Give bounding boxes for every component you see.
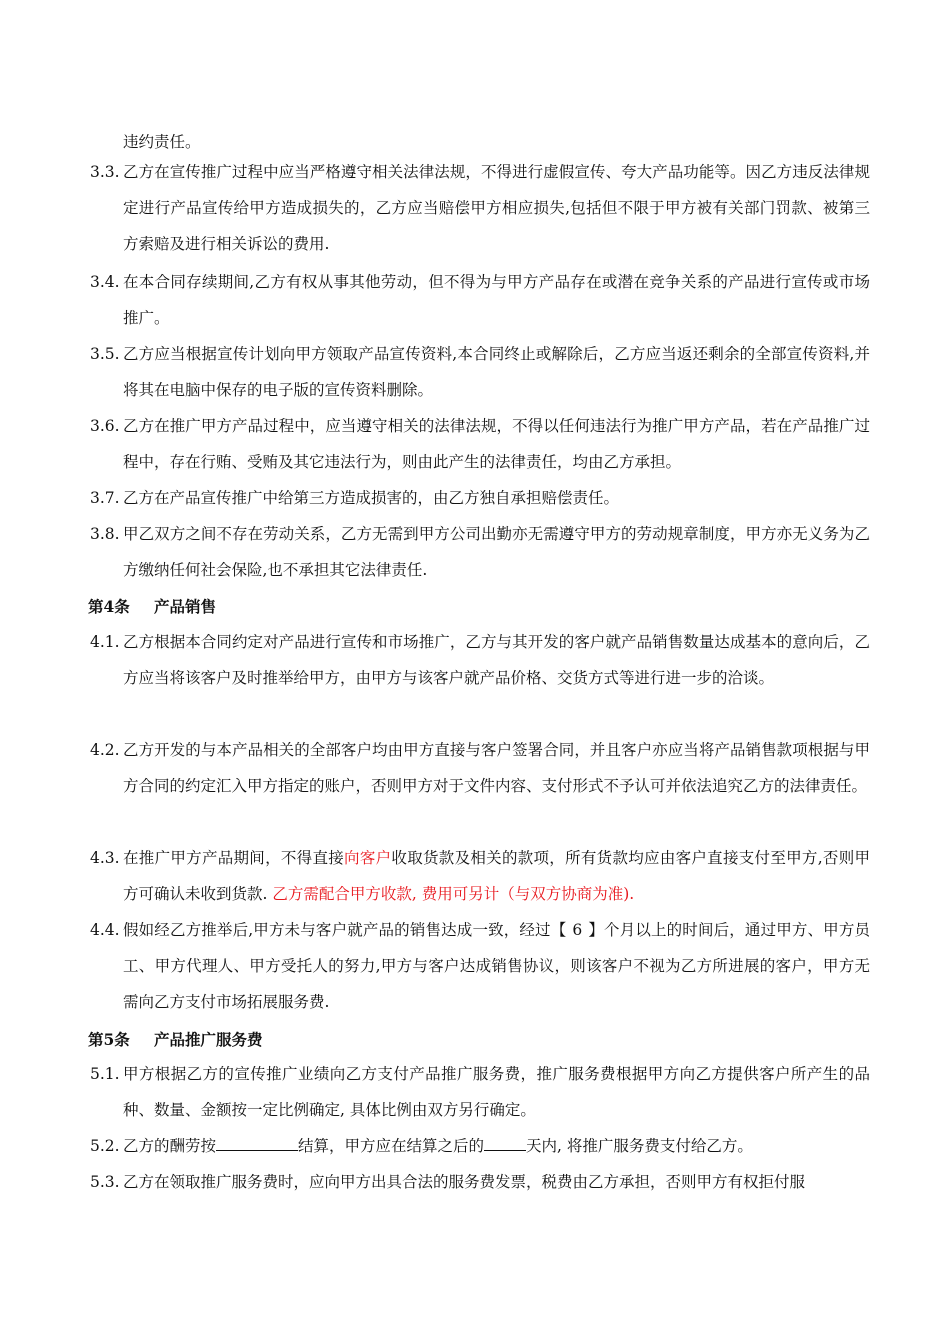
clause-text: 乙方在宣传推广过程中应当严格遵守相关法律法规，不得进行虚假宣传、夸大产品功能等。因乙方违反法律规定进行产品宣传给甲方造成损失的，乙方应当赔偿甲方相应损失,包括但不限于甲方被有关部门罚款、被第三方索赔及进行相关诉讼的费用. xyxy=(123,163,870,253)
clause-text: 甲方根据乙方的宣传推广业绩向乙方支付产品推广服务费，推广服务费根据甲方向乙方提供客户所产生的品种、数量、金额按一定比例确定, 具体比例由双方另行确定。 xyxy=(123,1065,870,1119)
continuation-text: 违约责任。 xyxy=(123,133,201,151)
clause-text-part: 乙方的酬劳按 xyxy=(123,1137,217,1155)
clause-text: 乙方在推广甲方产品过程中，应当遵守相关的法律法规，不得以任何违法行为推广甲方产品，若在产品推广过程中，存在行贿、受贿及其它违法行为，则由此产生的法律责任，均由乙方承担。 xyxy=(123,417,870,471)
clause-text: 乙方应当根据宣传计划向甲方领取产品宣传资料,本合同终止或解除后，乙方应当返还剩余的全部宣传资料,并将其在电脑中保存的电子版的宣传资料删除。 xyxy=(123,345,870,399)
highlighted-text: 乙方需配合甲方收款, 费用可另计（与双方协商为准). xyxy=(267,885,635,903)
article-label: 第5条 xyxy=(88,1030,130,1049)
clause-number: 5.3. xyxy=(90,1173,120,1191)
clause-text: 乙方根据本合同约定对产品进行宣传和市场推广，乙方与其开发的客户就产品销售数量达成基本的意向后，乙方应当将该客户及时推举给甲方，由甲方与该客户就产品价格、交货方式等进行进一步的洽谈。 xyxy=(123,633,870,687)
clause-3-7 xyxy=(90,480,870,516)
clause-text xyxy=(123,1128,870,1164)
clause-4-2 xyxy=(90,732,870,804)
article-4-heading xyxy=(88,595,216,619)
highlighted-text: 向客户 xyxy=(344,849,392,867)
clause-number: 3.5. xyxy=(90,345,120,363)
clause-text-part: 在推广甲方产品期间，不得直接 xyxy=(123,849,345,867)
clause-5-1 xyxy=(90,1056,870,1128)
clause-text: 乙方在产品宣传推广中给第三方造成损害的，由乙方独自承担赔偿责任。 xyxy=(123,489,620,507)
clause-number: 4.3. xyxy=(90,849,120,867)
clause-text: 在本合同存续期间,乙方有权从事其他劳动，但不得为与甲方产品存在或潜在竞争关系的产品进行宣传或市场推广。 xyxy=(123,273,870,327)
clause-number: 4.4. xyxy=(90,921,120,939)
settlement-period-blank xyxy=(216,1134,298,1151)
clause-4-4 xyxy=(90,912,870,1020)
months-value: 6 xyxy=(572,921,583,939)
clause-3-8 xyxy=(90,516,870,588)
clause-4-3 xyxy=(90,840,870,912)
clause-3-4 xyxy=(90,264,870,336)
clause-text-part: 假如经乙方推举后,甲方未与客户就产品的销售达成一致，经过【 xyxy=(123,921,567,939)
clause-text-part: 】个月以上的时间后，通过甲方、甲方员工、甲方代理人、甲方受托人的努力,甲方与客户达成销售协议，则该客户不视为乙方所进展的客户，甲方无需向乙方支付市场拓展服务费. xyxy=(123,921,870,1011)
clause-number: 3.4. xyxy=(90,273,120,291)
clause-text xyxy=(123,840,870,912)
clause-number: 4.1. xyxy=(90,633,120,651)
clause-number: 4.2. xyxy=(90,741,120,759)
days-blank xyxy=(484,1134,526,1151)
clause-text-part: 收取货款及相关的款项，所有货款均应由客户直接支付至甲方,否则甲方可确认未收到货款. xyxy=(123,849,870,903)
clause-3-5 xyxy=(90,336,870,408)
clause-3-3 xyxy=(90,154,870,262)
article-title: 产品推广服务费 xyxy=(154,1030,263,1049)
clause-5-2 xyxy=(90,1128,870,1164)
article-title: 产品销售 xyxy=(154,597,217,616)
article-5-heading xyxy=(88,1028,263,1052)
clause-text: 乙方开发的与本产品相关的全部客户均由甲方直接与客户签署合同，并且客户亦应当将产品销售款项根据与甲方合同的约定汇入甲方指定的账户，否则甲方对于文件内容、支付形式不予认可并依法追究乙方的法律责任。 xyxy=(123,741,870,795)
clause-3-6 xyxy=(90,408,870,480)
clause-text: 甲乙双方之间不存在劳动关系，乙方无需到甲方公司出勤亦无需遵守甲方的劳动规章制度，甲方亦无义务为乙方缴纳任何社会保险,也不承担其它法律责任. xyxy=(123,525,870,579)
clause-text: 乙方在领取推广服务费时，应向甲方出具合法的服务费发票，税费由乙方承担，否则甲方有权拒付服 xyxy=(123,1173,806,1191)
clause-number: 3.8. xyxy=(90,525,120,543)
article-label: 第4条 xyxy=(88,597,130,616)
clause-text-part: 结算，甲方应在结算之后的 xyxy=(298,1137,485,1155)
clause-text xyxy=(123,912,870,1020)
clause-number: 3.7. xyxy=(90,489,120,507)
clause-text-part: 天内, 将推广服务费支付给乙方。 xyxy=(526,1137,753,1155)
clause-number: 5.1. xyxy=(90,1065,120,1083)
clause-number: 3.6. xyxy=(90,417,120,435)
clause-number: 5.2. xyxy=(90,1137,120,1155)
clause-5-3 xyxy=(90,1164,870,1200)
clause-4-1 xyxy=(90,624,870,696)
clause-number: 3.3. xyxy=(90,163,120,181)
